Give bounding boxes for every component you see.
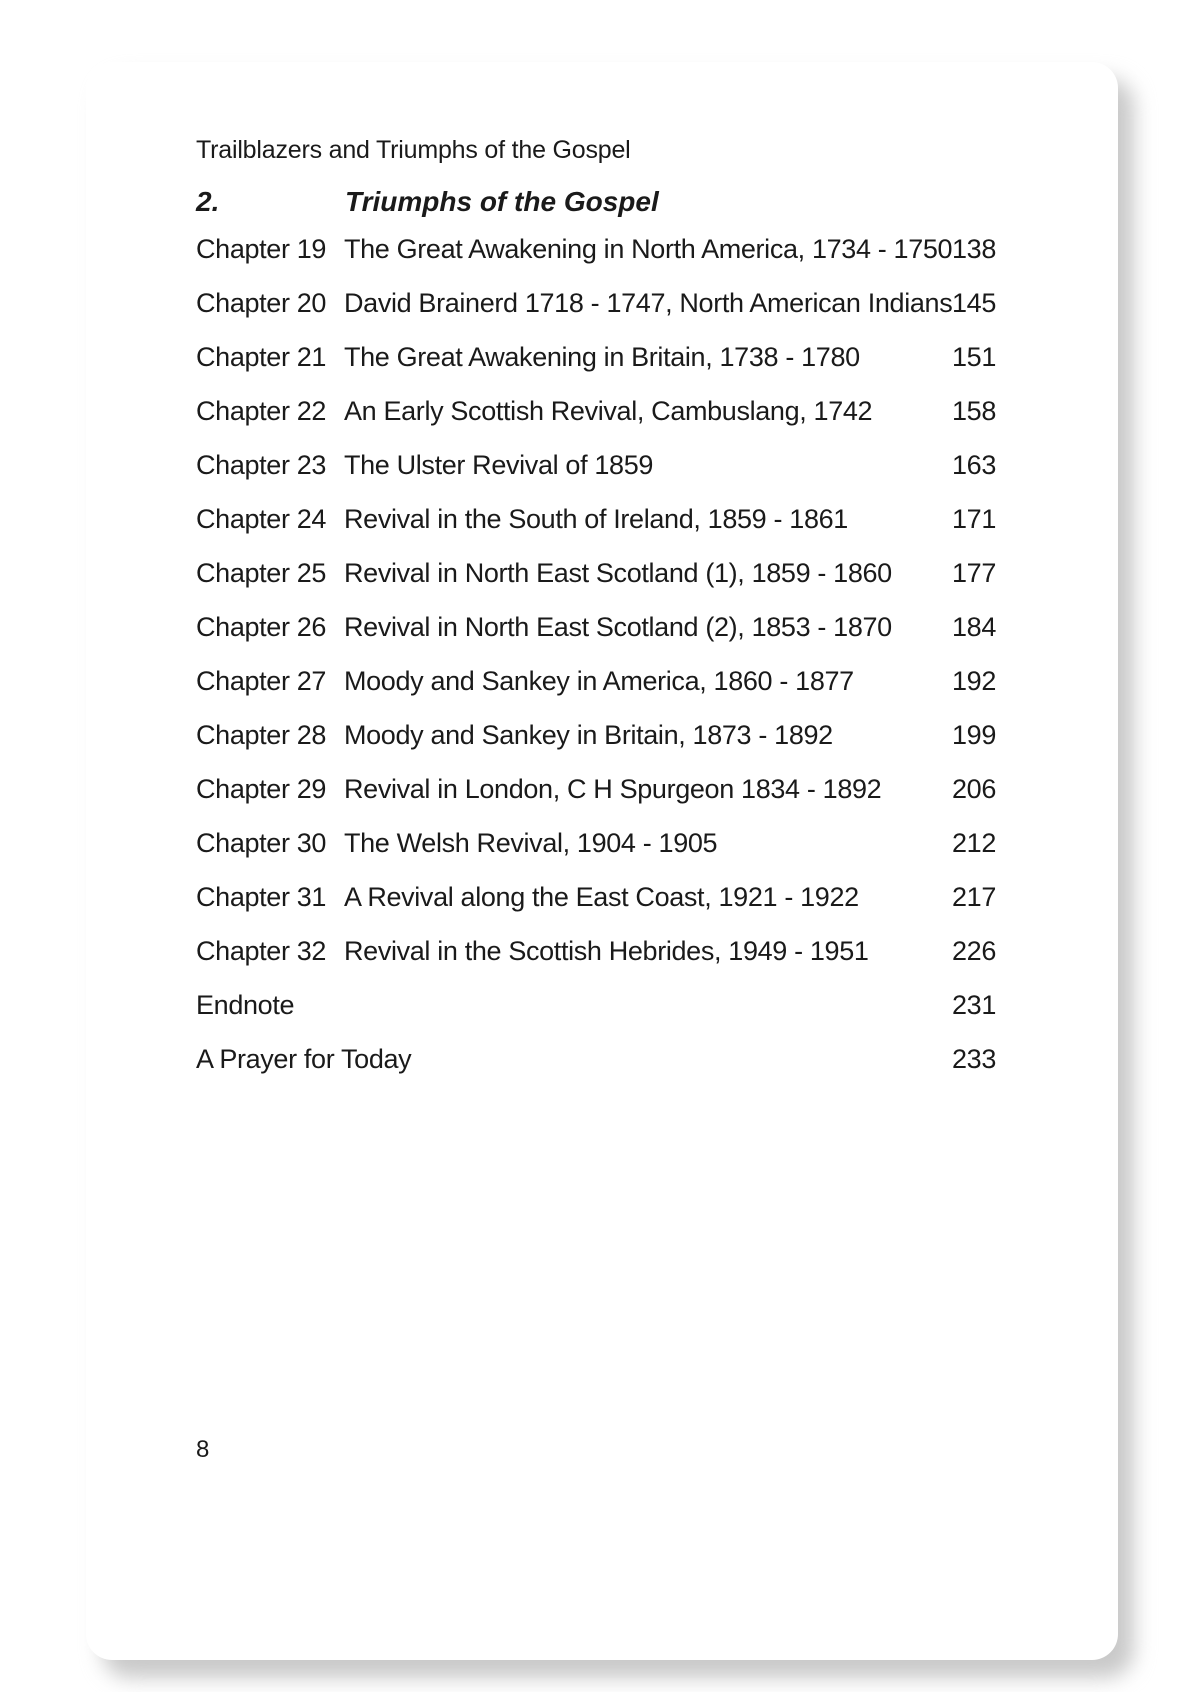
toc-page-number: 233	[952, 1044, 996, 1074]
toc-title: Revival in North East Scotland (2), 1853 - 1870	[344, 612, 892, 642]
toc-chapter-label: Chapter 27	[196, 666, 327, 696]
toc-title: David Brainerd 1718 - 1747, North American Indians	[344, 288, 953, 318]
toc-title: An Early Scottish Revival, Cambuslang, 1742	[344, 396, 873, 426]
toc-page-number: 177	[952, 558, 996, 588]
toc-row	[196, 558, 996, 612]
toc-title: Revival in London, C H Spurgeon 1834 - 1892	[344, 774, 882, 804]
toc-page-number: 212	[952, 828, 996, 858]
toc-page-number: 206	[952, 774, 996, 804]
toc-row	[196, 1044, 996, 1098]
toc-page-number: 145	[952, 288, 996, 318]
toc-page-number: 151	[952, 342, 996, 372]
toc-chapter-label: Chapter 23	[196, 450, 327, 480]
toc-chapter-label: A Prayer for Today	[196, 1044, 412, 1074]
toc-chapter-label: Chapter 21	[196, 342, 327, 372]
toc-title: A Revival along the East Coast, 1921 - 1922	[344, 882, 859, 912]
toc-chapter-label: Chapter 32	[196, 936, 327, 966]
section-number: 2.	[196, 186, 220, 217]
toc-page-number: 138	[952, 234, 996, 264]
toc-page-number: 184	[952, 612, 996, 642]
toc-row	[196, 882, 996, 936]
toc-chapter-label: Chapter 19	[196, 234, 327, 264]
toc-chapter-label: Chapter 25	[196, 558, 327, 588]
toc-chapter-label: Chapter 26	[196, 612, 327, 642]
toc-title: The Ulster Revival of 1859	[344, 450, 654, 480]
toc-row	[196, 666, 996, 720]
toc-title: Revival in the South of Ireland, 1859 - 1861	[344, 504, 848, 534]
toc-row	[196, 612, 996, 666]
running-head: Trailblazers and Triumphs of the Gospel	[196, 136, 631, 164]
toc-page-number: 192	[952, 666, 996, 696]
page-number: 8	[196, 1436, 210, 1463]
toc-page-number: 171	[952, 504, 996, 534]
toc-title: Revival in North East Scotland (1), 1859 - 1860	[344, 558, 892, 588]
toc-row	[196, 990, 996, 1044]
toc-title: The Great Awakening in Britain, 1738 - 1780	[344, 342, 860, 372]
toc-chapter-label: Chapter 29	[196, 774, 327, 804]
toc-row	[196, 234, 996, 288]
toc-row	[196, 396, 996, 450]
toc-title: Revival in the Scottish Hebrides, 1949 - 1951	[344, 936, 869, 966]
toc-chapter-label: Chapter 30	[196, 828, 327, 858]
toc-chapter-label: Chapter 20	[196, 288, 327, 318]
toc-page-number: 163	[952, 450, 996, 480]
toc-chapter-label: Endnote	[196, 990, 295, 1020]
toc-row	[196, 774, 996, 828]
toc-title: The Welsh Revival, 1904 - 1905	[344, 828, 718, 858]
toc-row	[196, 936, 996, 990]
book-page	[86, 62, 1118, 1660]
toc-page-number: 226	[952, 936, 996, 966]
toc-chapter-label: Chapter 24	[196, 504, 327, 534]
toc-page-number: 231	[952, 990, 996, 1020]
toc-title: Moody and Sankey in Britain, 1873 - 1892	[344, 720, 833, 750]
toc-page-number: 158	[952, 396, 996, 426]
toc-row	[196, 450, 996, 504]
toc-title: The Great Awakening in North America, 1734 - 1750	[344, 234, 953, 264]
toc-row	[196, 504, 996, 558]
section-heading	[196, 186, 956, 224]
toc-chapter-label: Chapter 22	[196, 396, 327, 426]
toc-title: Moody and Sankey in America, 1860 - 1877	[344, 666, 854, 696]
table-of-contents	[196, 234, 996, 1098]
toc-row	[196, 720, 996, 774]
toc-chapter-label: Chapter 31	[196, 882, 327, 912]
toc-row	[196, 828, 996, 882]
section-title: Triumphs of the Gospel	[345, 186, 659, 217]
toc-page-number: 217	[952, 882, 996, 912]
toc-row	[196, 288, 996, 342]
toc-row	[196, 342, 996, 396]
toc-chapter-label: Chapter 28	[196, 720, 327, 750]
toc-page-number: 199	[952, 720, 996, 750]
